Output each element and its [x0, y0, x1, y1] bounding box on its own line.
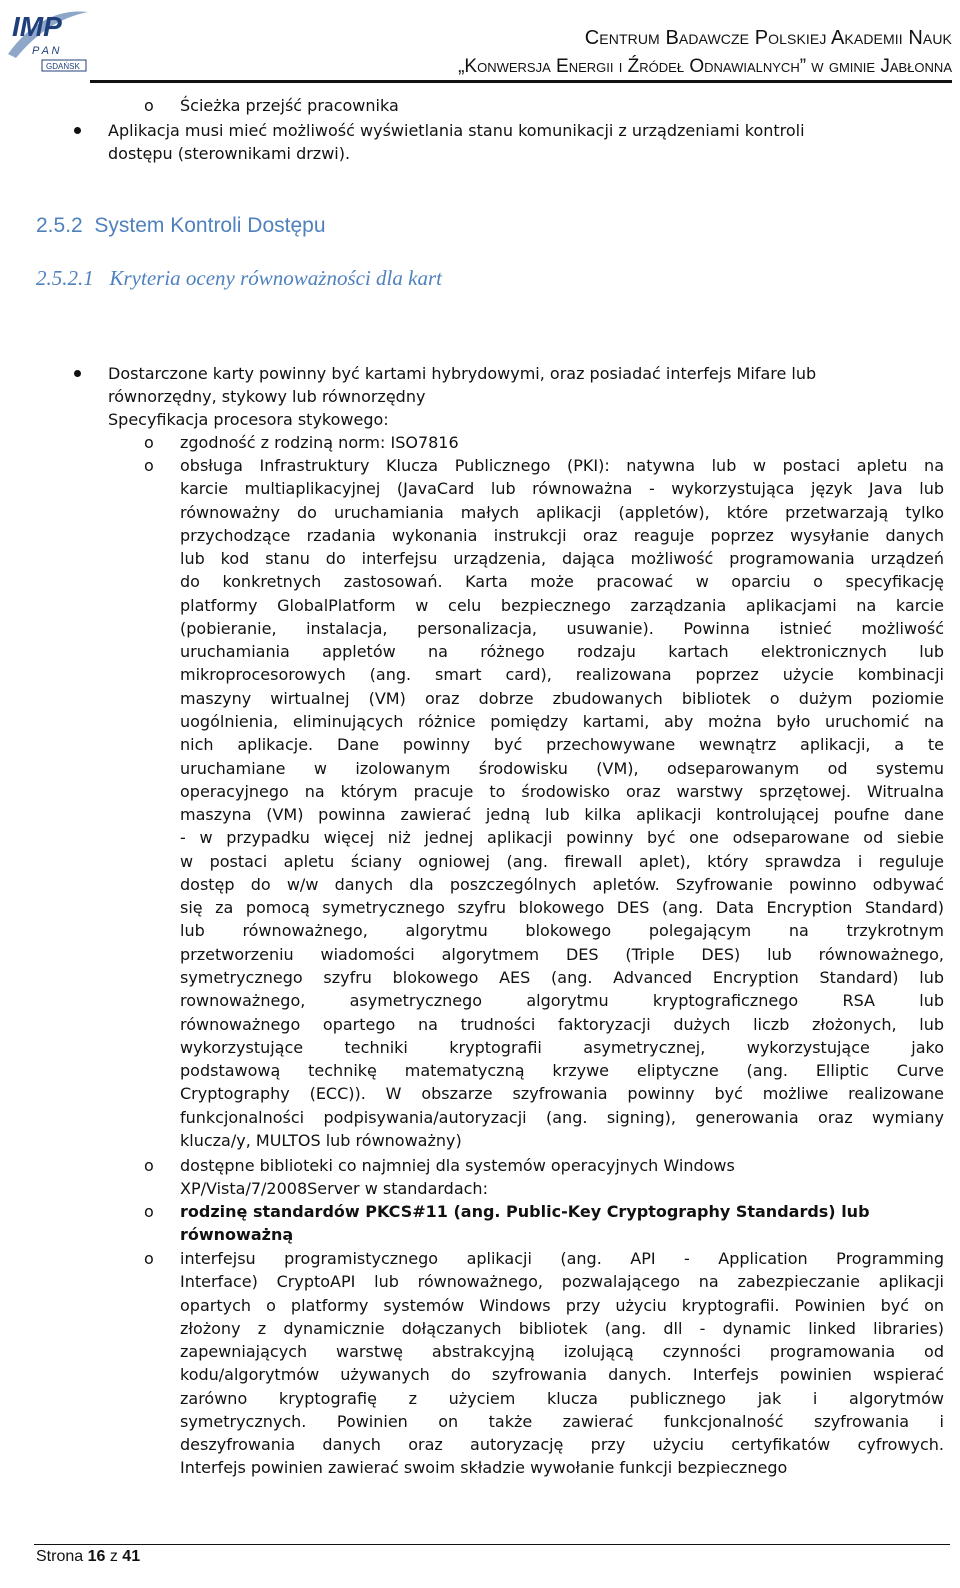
- sub-item-line: lub kod stanu do interfejsu urządzenia, dająca możliwość programowania urządzeń: [180, 549, 944, 569]
- sub-item-line: zgodność z rodziną norm: ISO7816: [180, 433, 459, 452]
- sub-item-line: (pobieranie, instalacja, personalizacja, usuwanie). Powinna istnieć możliwość: [180, 618, 944, 638]
- sub-item-line: wykorzystujące techniki kryptografii asymetrycznej, wykorzystujące jako: [180, 1037, 944, 1057]
- svg-text:P A N: P A N: [32, 45, 60, 57]
- sub-item-line: w postaci apletu ściany ogniowej (ang. firewall aplet), który sprawdza i reguluje: [180, 851, 944, 871]
- sub-item-line: podstawową technikę matematyczną krzywe eliptyczne (ang. Elliptic Curve: [180, 1061, 944, 1080]
- sub-item-line: dostępne biblioteki co najmniej dla systemów operacyjnych Windows: [180, 1156, 735, 1175]
- sub-item-line: rownoważnego, asymetrycznego algorytmu kryptograficznego RSA lub: [180, 991, 944, 1011]
- list-item-line: równorzędny, stykowy lub równorzędny: [108, 387, 426, 406]
- sub-bullet-marker: o: [144, 456, 154, 475]
- sub-item-line: XP/Vista/7/2008Server w standardach:: [180, 1179, 488, 1199]
- list-item-line: Specyfikacja procesora stykowego:: [108, 410, 389, 429]
- sub-item-line: uruchamiane w izolowanym środowisku (VM), odseparowanym od systemu: [180, 758, 944, 778]
- sub-item-line: nich aplikacje. Dane powinny być przechowywane wewnątrz aplikacji, a te: [180, 735, 944, 755]
- sub-item-line: obsługa Infrastruktury Klucza Publicznego (PKI): natywna lub w postaci apletu na: [180, 456, 944, 475]
- list-item-line: Dostarczone karty powinny być kartami hybrydowymi, oraz posiadać interfejs Mifare lub: [108, 364, 817, 383]
- sub-item-line: równoważnego opartego na trudności faktoryzacji dużych liczb złożonych, lub: [180, 1014, 944, 1034]
- svg-text:IMP: IMP: [12, 11, 62, 42]
- sub-item-line: funkcjonalności podpisywania/autoryzacji (ang. signing), generowania oraz wymiany: [180, 1107, 944, 1127]
- sub-item-line: karcie multiaplikacyjnej (JavaCard lub równoważna - wykorzystująca język Java lub: [180, 479, 944, 499]
- heading-number: 2.5.2: [36, 214, 83, 237]
- sub-item-line: Interface) CryptoAPI lub równoważnego, pozwalającego na zabezpieczanie aplikacji: [180, 1272, 944, 1292]
- section-heading-3: [36, 266, 442, 291]
- page-header: [0, 0, 960, 86]
- sub-item-line: opartych o platformy systemów Windows przy użyciu kryptografii. Powinien być on: [180, 1295, 944, 1315]
- sub-item-line: złożony z dynamicznie dołączanych bibliotek (ang. dll - dynamic linked libraries): [180, 1318, 944, 1338]
- sub-bullet-marker: o: [144, 1249, 154, 1268]
- sub-bullet-marker: o: [144, 1156, 154, 1175]
- bullet-marker: [74, 370, 81, 377]
- sub-item-line: rodzinę standardów PKCS#11 (ang. Public-Key Cryptography Standards) lub: [180, 1202, 870, 1221]
- sub-item-line: klucza/y, MULTOS lub równoważny): [180, 1130, 462, 1150]
- sub-item-line: do konkretnych zastosowań. Karta może pracować w oparciu o specyfikację: [180, 572, 944, 592]
- sub-item-line: Cryptography (ECC)). W obszarze szyfrowania powinny być możliwe realizowane: [180, 1084, 944, 1104]
- sub-item-line: równoważny do uruchamiania małych aplikacji (appletów), które przetwarzają tylko: [180, 502, 944, 522]
- footer-of: z: [109, 1548, 118, 1565]
- sub-item-line: operacyjnego na którym pracuje to środowisko oraz warstwy sprzętowej. Witrualna: [180, 781, 944, 801]
- sub-item-line: Interfejs powinien zawierać swoim składzie wywołanie funkcji bezpiecznego: [180, 1458, 788, 1478]
- footer-divider: [34, 1544, 950, 1545]
- sub-item-line: zarówno kryptografię z użyciem klucza publicznego jak i algorytmów: [180, 1388, 944, 1408]
- sub-bullet-marker: o: [144, 96, 154, 115]
- sub-item-line: się za pomocą symetrycznego szyfru blokowego DES (ang. Data Encryption Standard): [180, 898, 944, 918]
- sub-item-line: - w przypadku więcej niż jednej aplikacji powinny być one odseparowane od siebie: [180, 828, 944, 848]
- sub-item-line: deszyfrowania danych oraz autoryzację przy użyciu certyfikatów cyfrowych.: [180, 1435, 944, 1455]
- list-item-line: dostępu (sterownikami drzwi).: [108, 144, 351, 163]
- header-project-name: „Konwersja Energii i Źródeł Odnawialnych” w gminie Jabłonna: [458, 56, 952, 77]
- sub-item-line: uogólnienia, eliminujących różnice pomiędzy kartami, aby można było uruchomić na: [180, 712, 944, 731]
- sub-item-line: zapewniających warstwę abstrakcyjną izolującą czynności programowania od: [180, 1342, 944, 1362]
- header-org-name: Centrum Badawcze Polskiej Akademii Nauk: [584, 27, 952, 49]
- sub-item-line: dostęp do w/w danych dla poszczególnych apletów. Szyfrowanie powinno odbywać: [180, 874, 944, 894]
- footer-total-pages: 41: [122, 1548, 141, 1565]
- imp-pan-logo: [2, 2, 90, 74]
- sub-bullet-marker: o: [144, 1202, 154, 1221]
- heading-title: System Kontroli Dostępu: [94, 214, 326, 237]
- sub-item-line: mikroprocesorowych (ang. smart card), realizowana poprzez użycie kombinacji: [180, 665, 944, 685]
- section-heading-2: [36, 214, 326, 238]
- sub-item-line: równoważną: [180, 1225, 294, 1245]
- sub-bullet-marker: o: [144, 433, 154, 452]
- sub-item-line: symetrycznego szyfru blokowego AES (ang. Advanced Encryption Standard) lub: [180, 967, 944, 987]
- heading-title: Kryteria oceny równoważności dla kart: [109, 266, 442, 290]
- heading-number: 2.5.2.1: [36, 266, 94, 290]
- bullet-marker: [74, 127, 81, 134]
- sub-item-line: lub równoważnego, algorytmu blokowego polegającym na trzykrotnym: [180, 921, 944, 941]
- footer-page-number: 16: [87, 1548, 106, 1565]
- sub-item-line: maszyny wirtualnej (VM) oraz dobrze zbudowanych bibliotek o dużym poziomie: [180, 688, 944, 708]
- sub-item-line: przetworzeniu wiadomości algorytmem DES (Triple DES) lub równoważnego,: [180, 944, 944, 964]
- sub-item-line: kodu/algorytmów używanych do szyfrowania danych. Interfejs powinien wspierać: [180, 1365, 944, 1385]
- footer-label: Strona: [36, 1548, 84, 1565]
- svg-text:GDAŃSK: GDAŃSK: [46, 62, 80, 71]
- sub-item-line: uruchamiania appletów na różnego rodzaju kartach elektronicznych lub: [180, 642, 944, 662]
- sub-item-line: symetrycznych. Powinien on także zawierać funkcjonalność szyfrowania i: [180, 1411, 944, 1431]
- sub-item-line: platformy GlobalPlatform w celu bezpiecznego zarządzania aplikacjami na karcie: [180, 595, 944, 615]
- list-item-line: Aplikacja musi mieć możliwość wyświetlania stanu komunikacji z urządzeniami kontroli: [108, 121, 805, 140]
- sub-list-item: Ścieżka przejść pracownika: [180, 96, 399, 115]
- sub-item-line: przychodzące rzadania wykonania instrukcji oraz reaguje poprzez wysyłanie danych: [180, 525, 944, 545]
- sub-item-line: interfejsu programistycznego aplikacji (ang. API - Application Programming: [180, 1249, 944, 1268]
- page-footer: [36, 1548, 140, 1566]
- sub-item-line: maszyna (VM) powinna zawierać jedną lub kilka aplikacji kontrolującej poufne dane: [180, 805, 944, 824]
- header-divider: [90, 80, 952, 83]
